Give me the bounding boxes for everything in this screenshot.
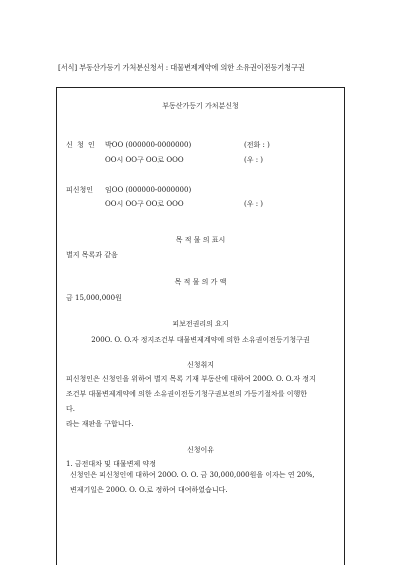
document-frame xyxy=(56,87,345,565)
applicant-label: 신 청 인 xyxy=(66,141,96,149)
respondent-label: 피신청인 xyxy=(66,186,94,194)
respondent-address: OO시 OO구 OO로 OOO xyxy=(105,200,184,208)
applicant-address: OO시 OO구 OO로 OOO xyxy=(105,156,184,164)
purpose-body xyxy=(66,372,338,432)
purpose-line-1: 피신청인은 신청인을 위하여 별지 목록 기재 부동산에 대하여 200O. O. O.자 정지 xyxy=(66,375,316,383)
applicant-phone-label: (전화 : ) xyxy=(244,141,270,149)
reasons-item-1-line-1: 신청인은 피신청인에 대하여 200O. O. O. 금 30,000,000원을 이자는 연 20%, xyxy=(70,471,315,479)
purpose-heading: 신청취지 xyxy=(186,361,215,369)
applicant-name-id: 박OO (000000-0000000) xyxy=(105,141,192,149)
purpose-line-3: 다. xyxy=(66,405,75,413)
preserved-right-heading: 피보전권리의 요지 xyxy=(172,320,229,328)
property-heading: 목 적 물 의 표시 xyxy=(175,236,226,244)
reasons-item-1-title: 1. 금전대차 및 대물변제 약정 xyxy=(66,460,156,468)
document-header: [서식] 부동산가등기 가처분신청서 : 대물변제계약에 의한 소유권이전등기청구권 xyxy=(58,63,305,72)
reasons-heading: 신청이유 xyxy=(186,446,215,454)
purpose-line-2: 조건부 대물변제계약에 의한 소유권이전등기청구권보전의 가등기절차를 이행한 xyxy=(66,390,308,398)
property-text: 별지 목록과 같음 xyxy=(66,251,118,259)
value-heading: 목 적 물 의 가 액 xyxy=(174,278,227,286)
preserved-right-text: 200O. O. O.자 정지조건부 대물변제계약에 의한 소유권이전등기청구권 xyxy=(91,336,310,344)
document-title: 부동산가등기 가처분신청 xyxy=(162,102,239,110)
purpose-line-4: 라는 재판을 구합니다. xyxy=(66,420,134,428)
reasons-item-1-line-2: 변제기일은 200O. O. O.로 정하여 대여하였습니다. xyxy=(70,486,228,494)
respondent-name-id: 임OO (000000-0000000) xyxy=(105,186,192,194)
reasons-item-1-body xyxy=(66,468,338,498)
respondent-zip-label: (우 : ) xyxy=(244,200,264,208)
applicant-zip-label: (우 : ) xyxy=(244,156,264,164)
value-text: 금 15,000,000원 xyxy=(66,294,122,302)
